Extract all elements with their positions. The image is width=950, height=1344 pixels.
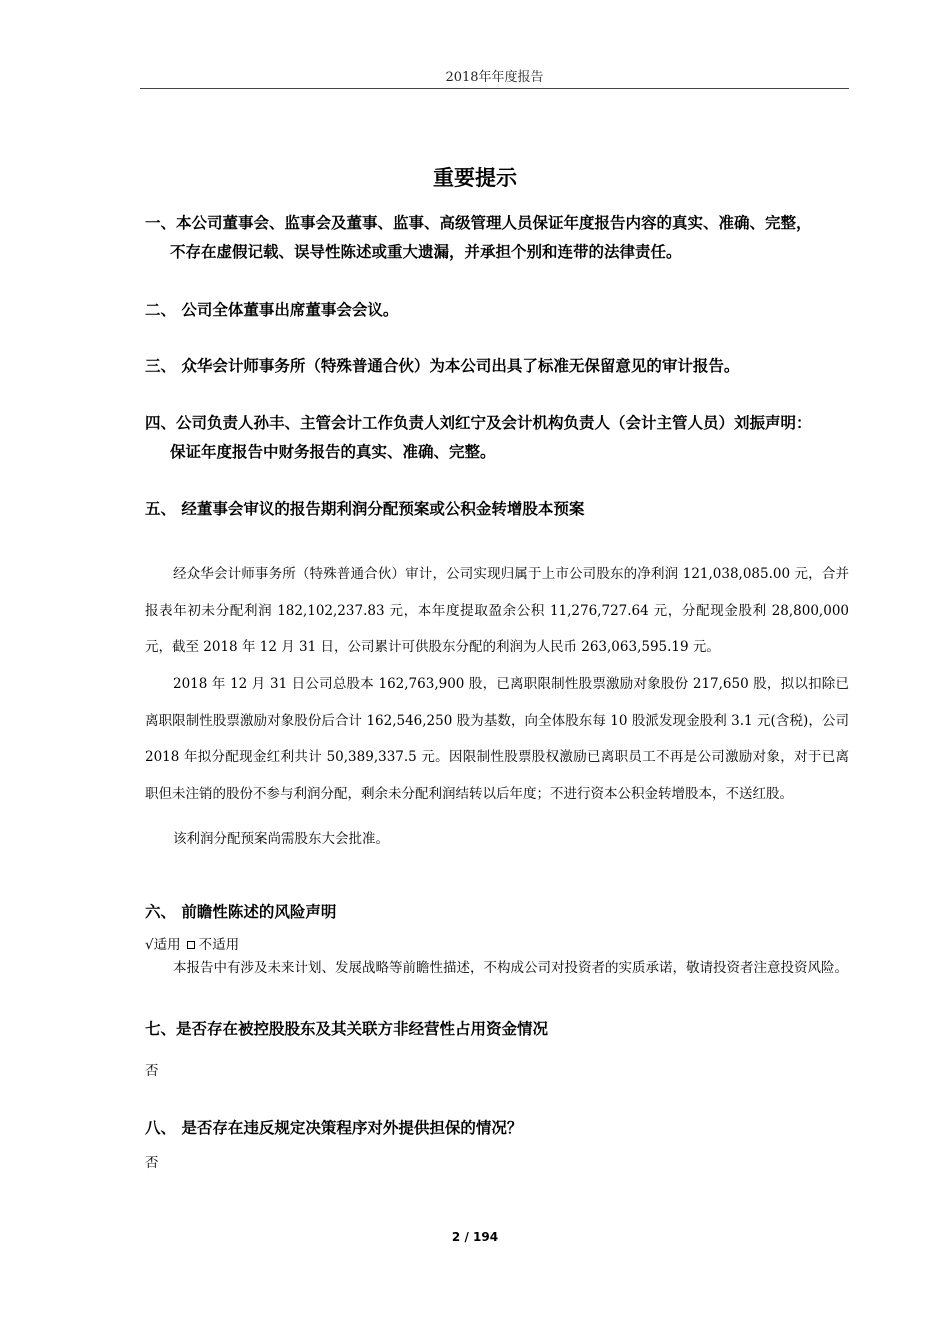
header-divider <box>140 88 849 89</box>
applicability-options <box>145 933 849 957</box>
notice-item-1-continuation: 不存在虚假记载、误导性陈述或重大遗漏，并承担个别和连带的法律责任。 <box>170 243 682 261</box>
dividend-paragraph-3: 该利润分配预案尚需股东大会批准。 <box>173 831 389 847</box>
notice-item-4-continuation: 保证年度报告中财务报告的真实、准确、完整。 <box>170 443 496 461</box>
section-6-text: 本报告中有涉及未来计划、发展战略等前瞻性描述，不构成公司对投资者的实质承诺，敬请投资者注意投资风险。 <box>173 960 848 976</box>
section-7-answer: 否 <box>145 1063 159 1079</box>
notice-item-5-label: 五、 经董事会审议的报告期利润分配预案或公积金转增股本预案 <box>145 500 585 518</box>
notice-item-5 <box>145 495 850 524</box>
notice-item-2 <box>145 296 850 325</box>
page-header: 2018年年度报告 <box>445 70 544 85</box>
page-number: 2 / 194 <box>451 1230 499 1244</box>
notice-item-4-label: 四、公司负责人孙丰、主管会计工作负责人刘红宁及会计机构负责人（会计主管人员）刘振声明： <box>145 414 812 432</box>
notice-item-3 <box>145 352 850 381</box>
section-6-heading: 六、 前瞻性陈述的风险声明 <box>145 903 337 921</box>
section-8-answer: 否 <box>145 1155 159 1171</box>
applicable-option: √适用 <box>145 937 181 953</box>
notice-item-4 <box>145 409 850 467</box>
page-title: 重要提示 <box>433 166 517 190</box>
dividend-paragraph-1: 经众华会计师事务所（特殊普通合伙）审计，公司实现归属于上市公司股东的净利润 121,038,085.00 元，合并报表年初未分配利润 182,102,237.83 元，本年度提取盈余公积 11,276,727.64 元，分配现金股利 28,800,000 元，截至 2018 年 12 月 31 日，公司累计可供股东分配的利润为人民币 263,063,595.19 元。 <box>145 566 849 655</box>
section-8-heading: 八、 是否存在违反规定决策程序对外提供担保的情况？ <box>145 1119 523 1137</box>
notice-item-2-label: 二、 公司全体董事出席董事会会议。 <box>145 301 399 319</box>
not-applicable-option: 不适用 <box>198 937 240 953</box>
notice-item-3-label: 三、 众华会计师事务所（特殊普通合伙）为本公司出具了标准无保留意见的审计报告。 <box>145 357 740 375</box>
section-7-heading: 七、是否存在被控股股东及其关联方非经营性占用资金情况 <box>145 1020 549 1038</box>
notice-item-1-label: 一、本公司董事会、监事会及董事、监事、高级管理人员保证年度报告内容的真实、准确、完整， <box>145 214 812 232</box>
not-applicable-checkbox <box>187 941 195 949</box>
notice-item-1 <box>145 209 850 267</box>
dividend-paragraph-2: 2018 年 12 月 31 日公司总股本 162,763,900 股，已离职限制性股票激励对象股份 217,650 股，拟以扣除已离职限制性股票激励对象股份后合计 162,546,250 股为基数，向全体股东每 10 股派发现金股利 3.1 元(含税)，公司 2018 年拟分配现金红利共计 50,389,337.5 元。因限制性股票股权激励已离职员工不再是公司激励对象，对于已离职但未注销的股份不参与利润分配，剩余未分配利润结转以后年度；不进行资本公积金转增股本，不送红股。 <box>145 676 849 802</box>
